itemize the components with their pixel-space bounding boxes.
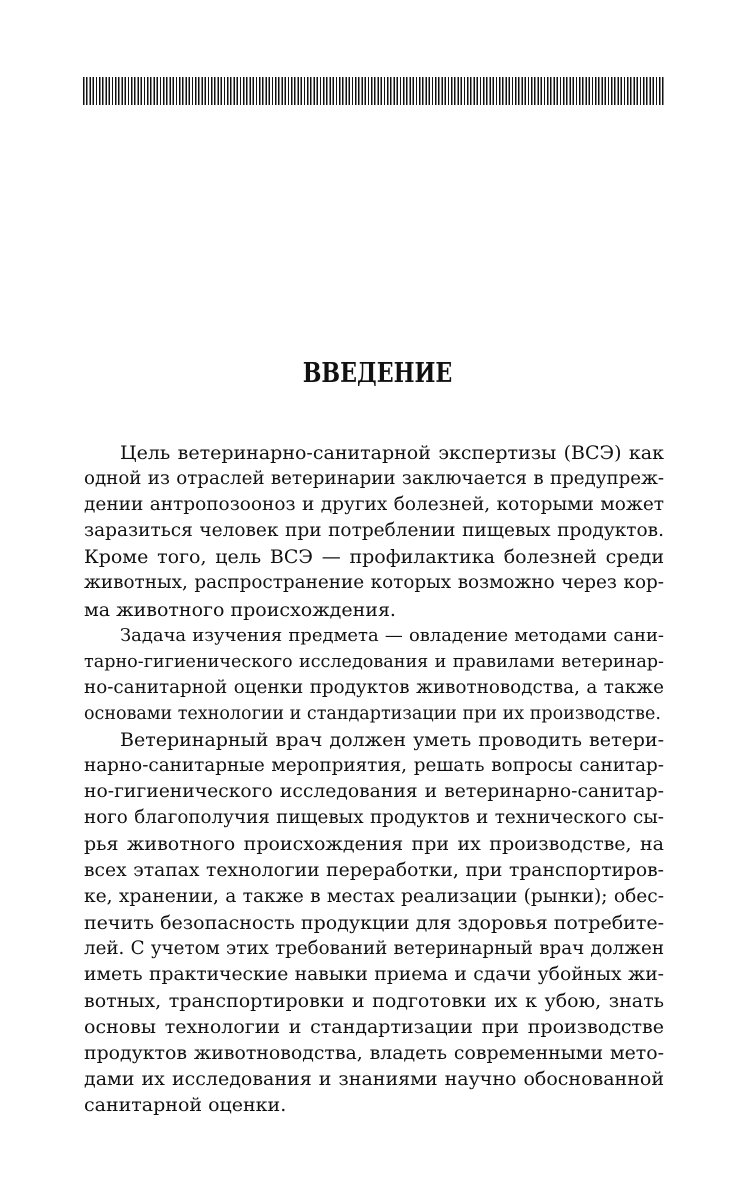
text-line: рья животного происхождения при их производстве, на	[84, 833, 664, 856]
text-line: но-санитарной оценки продуктов животноводства, а также	[84, 676, 664, 698]
chapter-heading: ВВЕДЕНИЕ	[302, 358, 453, 389]
body-text	[84, 440, 664, 1118]
text-line: санитарной оценки.	[84, 1094, 287, 1117]
paragraph	[84, 440, 664, 623]
text-line: вотных, транспортировки и подготовки их к убою, знать	[84, 989, 664, 1012]
text-line: Ветеринарный врач должен уметь проводить ветери-	[120, 729, 664, 752]
text-line: основами технологии и стандартизации при их производстве.	[84, 703, 661, 724]
text-line: заразиться человек при потреблении пищевых продуктов.	[84, 520, 664, 542]
text-line: Задача изучения предмета — овладение методами сани-	[120, 624, 664, 646]
decorative-header-rule	[83, 77, 664, 105]
text-line: одной из отраслей ветеринарии заключается в предупреж-	[84, 468, 664, 490]
text-line: ма животного происхождения.	[84, 598, 396, 621]
text-line: тарно-гигиенического исследования и правилами ветеринар-	[84, 651, 664, 672]
text-line: лей. С учетом этих требований ветеринарный врач должен	[84, 937, 664, 959]
text-line: ке, хранении, а также в местах реализации (рынки); обес-	[84, 885, 664, 907]
text-line: животных, распространение которых возможно через кор-	[84, 572, 664, 594]
text-line: иметь практические навыки приема и сдачи убойных жи-	[84, 963, 664, 985]
text-line: основы технологии и стандартизации при производстве	[84, 1016, 664, 1039]
text-line: ного благополучия пищевых продуктов и технического сы-	[84, 807, 664, 829]
text-line: всех этапах технологии переработки, при транспортиров-	[84, 859, 664, 881]
text-line: дами их исследования и знаниями научно обоснованной	[84, 1068, 664, 1091]
text-line: продуктов животноводства, владеть современными мето-	[84, 1042, 664, 1065]
text-line: но-гигиенического исследования и ветеринарно-санитар-	[84, 781, 664, 803]
text-line: Кроме того, цель ВСЭ — профилактика болезней среди	[84, 546, 664, 569]
paragraph	[84, 727, 664, 1118]
text-line: дении антропозооноз и других болезней, которыми может	[84, 494, 664, 516]
text-line: печить безопасность продукции для здоровья потребите-	[84, 911, 664, 934]
text-line: нарно-санитарные мероприятия, решать вопросы санитар-	[84, 755, 664, 777]
paragraph	[84, 623, 664, 727]
text-line: Цель ветеринарно-санитарной экспертизы (ВСЭ) как	[120, 442, 664, 464]
